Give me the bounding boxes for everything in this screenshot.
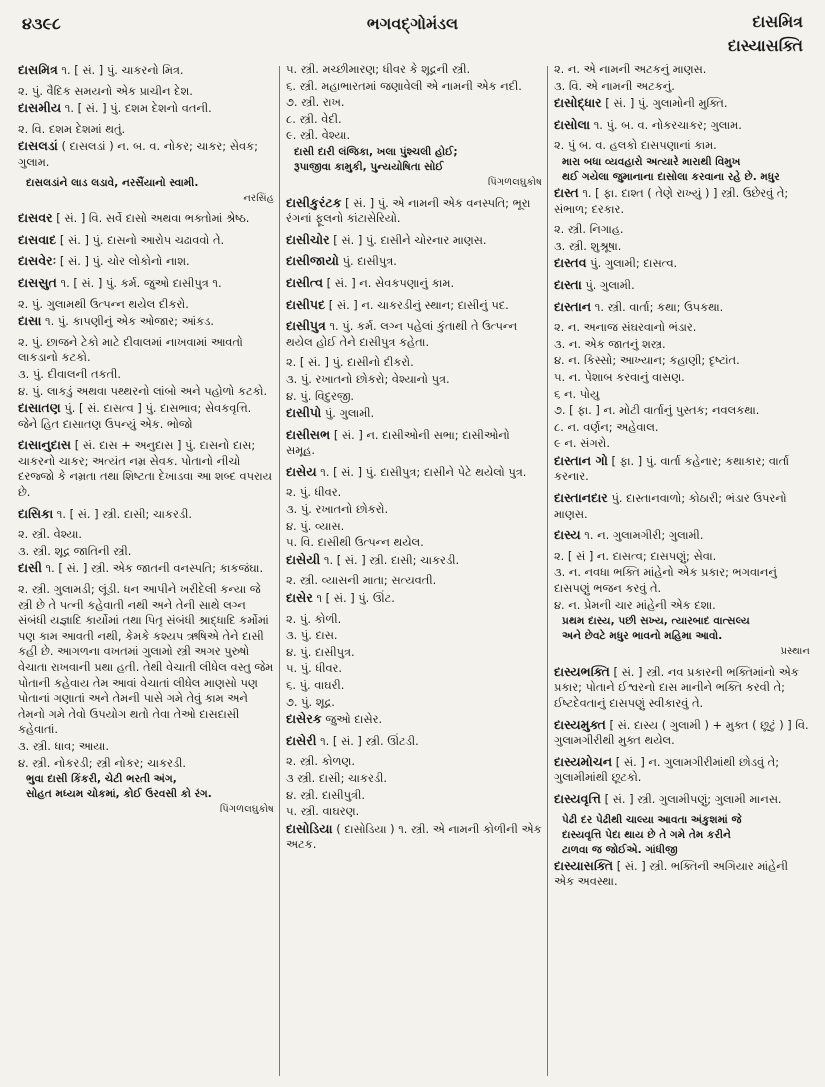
definition: [ સં. ] પું. ગુલામોની મુક્તિ. (601, 96, 728, 111)
definition: પું. ગુલામી. (321, 406, 375, 421)
headword: દાસવર (18, 210, 53, 226)
headword: દાસીત્વ (286, 274, 324, 290)
sense-line: ૨. પું. ગુલામથી ઉત્પન્ન થયેલ દીકરો. (18, 296, 189, 311)
citation-quote: દાસલડાંને લાડ લડાવે, નરસૈંયાનો સ્વામી. (26, 176, 199, 189)
headword: દાસાતણ (18, 400, 61, 416)
headword: દાસ્યાસક્તિ (554, 857, 614, 873)
sense-line: ૨. પું બ. વ. હલકો દાસપણાનાં કામ. (554, 138, 717, 153)
dictionary-entry (18, 560, 274, 577)
dictionary-entry (18, 138, 274, 170)
sense-line: ૨. પું. કોળી. (286, 611, 342, 626)
definition: [ સં. ] સ્ત્રી. ગુલામીપણું; ગુલામી માનસ. (601, 791, 782, 806)
dictionary-entry (554, 527, 810, 544)
citation-source: નરસિંહ (243, 192, 274, 204)
dictionary-entry (554, 277, 810, 294)
definition: ૧. ન. ગુલામગીરી; ગુલામી. (580, 528, 704, 543)
definition: [ સં. દાસ + અનુદાસ ] પું. દાસનો દાસ; ચાકરનો ચાકર; અત્યંત નમ્ર સેવક. પોતાનો નીચો દરજ્જો કે નમ્રતા તથા શિષ્ટતા દેખાડવા આ શબ્દ વપરાય છે. (18, 438, 273, 500)
dictionary-entry (286, 711, 542, 728)
dictionary-entry (286, 552, 542, 569)
dictionary-entry (286, 195, 542, 227)
dictionary-entry (554, 791, 810, 808)
definition: પું. દાસીપુત્ર. (338, 254, 397, 269)
dictionary-entry (286, 405, 542, 422)
dictionary-entry (554, 717, 810, 749)
citation-quote: અને છેવટે મધુર ભાવનો મહિમા આવો. (562, 630, 723, 643)
definition: ૧. [ સં. ] પું. દશમ દેશનો વતની. (61, 101, 212, 116)
definition: ૧. પું. બ. વ. નોકરચાકર; ગુલામ. (590, 117, 742, 132)
headword: દાસેયી (286, 551, 321, 567)
headword: દાસ્યમુક્ત (554, 716, 606, 732)
sense-line: ૮. ન. વર્ણન; અહેવાલ. (554, 419, 659, 434)
sense-line: ૩. પું. રખાતનો છોકરો. (286, 502, 389, 517)
headword: દાસીપુત્ર (286, 318, 326, 334)
definition: [ સં. ] પું. દાસીને ચોરનાર માણસ. (329, 232, 487, 247)
definition: પું. દાસ્તાનવાળો; કોઠારી; ભંડાર ઉપરનો માણસ. (554, 491, 787, 521)
headword: દાસ્ય (554, 527, 581, 543)
sense-line: ૭. [ ફા. ] ન. મોટી વાર્તાનું પુસ્તક; નવલકથા. (554, 403, 760, 418)
definition: ૧. [ ફા. દાશ્ત ( તેણે રાખ્યું ) ] સ્ત્રી. ઉછેરવું તે; સંભાળ; દરકાર. (554, 185, 789, 216)
definition: ૧. પું. કાપણીનું એક ઓજાર; આંકડ. (41, 314, 215, 329)
headword: દાસા (18, 313, 42, 329)
sense-line: ૪. પું. વિદુરજી. (286, 388, 354, 403)
citation-quote: પેઢી દર પેઢીથી ચાલ્યા આવતા અંકુશમાં જે (562, 813, 742, 826)
headword: દાસ્યભક્તિ (554, 663, 610, 679)
sense-line: ૩. સ્ત્રી. શૂદ્ર જાતિની સ્ત્રી. (18, 543, 132, 558)
headword: દાસિકા (18, 505, 54, 521)
page-number: ૪૩૯૮ (22, 14, 61, 33)
dictionary-entry (18, 400, 274, 432)
headword: દાસીકુરંટક (286, 194, 342, 210)
definition: ૧. [ સં. ] સ્ત્રી. દાસી; ચાકરડી. (53, 506, 192, 521)
dictionary-entry (554, 299, 810, 316)
sense-line: ૨. ન. એ નામની અટકનું માણસ. (554, 62, 707, 76)
sense-line: ૫. પું. ધીવર. (286, 661, 343, 676)
headword: દાસ્તાન ગો (554, 452, 608, 468)
sense-line: ૩ સ્ત્રી. દાસી; ચાકરડી. (286, 770, 387, 785)
dictionary-entry (286, 232, 542, 249)
sense-line: ૬ ન. પોયુ (554, 386, 600, 401)
sense-line: ૨. સ્ત્રી. વ્યાસની માતા; સત્યવતી. (286, 573, 437, 588)
sense-line: ૨. ન. અનાજ સંઘરવાનો ભંડાર. (554, 320, 697, 335)
dictionary-entry (554, 255, 810, 272)
dictionary-entry (286, 318, 542, 350)
definition: ૧. [ સં. ] પું. કર્મ. જુઓ દાસીપુત્ર ૧. (56, 275, 222, 290)
definition: ( દાસલડાં ) ન. બ. વ. નોકર; ચાકર; સેવક; ગુલામ. (18, 139, 258, 169)
dictionary-entry (18, 506, 274, 523)
sense-line: ૪. સ્ત્રી. દાસીપુત્રી. (286, 787, 365, 802)
dictionary-entry (554, 95, 810, 112)
citation-quote: પ્રથમ દાસ્ય, પછી સખ્ય, ત્યારબાદ વાત્સલ્ય (562, 615, 750, 628)
headword: દાસમીય (18, 100, 62, 116)
dictionary-entry (286, 590, 542, 607)
headword: દાસીપદ (286, 296, 326, 312)
headword: દાસેર (286, 590, 313, 606)
dictionary-entry (286, 297, 542, 314)
citation-quote: ભુવા દાસી કિંકરી, ચેટી ભરતી અંગ, (26, 773, 177, 786)
dictionary-entry (286, 275, 542, 292)
sense-line: ૬. સ્ત્રી. મહાભારતમાં જણાવેલી એ નામની એક નદી. (286, 78, 522, 93)
definition: ૧. [ સં. ] સ્ત્રી. ઊંટડી. (316, 733, 419, 748)
headword: દાસ્તવ (554, 255, 587, 271)
citation-quote: સોહત મધ્યમ ચોકમાં, કોઈ ઉરવસી કો રંગ. (26, 788, 212, 801)
definition: ૧. [ સં. ] પું. ચાકરનો મિત્ર. (57, 63, 184, 77)
definition: જુઓ દાસેર. (321, 712, 383, 727)
definition: [ સં. ] ન. દાસીઓની સભા; દાસીઓનો સમૂહ. (286, 427, 510, 458)
dictionary-entry (286, 427, 542, 459)
headword: દાસ્તા (554, 276, 582, 292)
dictionary-entry (286, 253, 542, 270)
headword: દાસ્યમોચન (554, 753, 613, 769)
definition: ૧. [ સં. ] સ્ત્રી. દાસી; ચાકરડી. (320, 552, 460, 567)
headword: દાસાનુદાસ (18, 437, 72, 453)
sense-line: ૪. ન. પ્રેમની ચાર માંહેની એક દશા. (554, 597, 716, 612)
definition: [ સં. ] સ્ત્રી. ભક્તિની અગિયાર માંહેની એક અવસ્થા. (554, 858, 789, 889)
sense-line: ૨. પું. છાજને ટેકો માટે દીવાલમાં નાખવામાં આવતો લાકડાનો કટકો. (18, 334, 243, 365)
sense-line: ૨. [ સં. ] પું. દાસીનો દીકરો. (286, 355, 414, 370)
sense-line: ૪. ન. કિસ્સો; આખ્યાન; કહાણી; દૃષ્ટાંત. (554, 353, 740, 368)
guide-word-last: દાસ્યાસક્તિ (727, 36, 803, 55)
dictionary-entry (18, 100, 274, 117)
headword: દાસસુત (18, 274, 57, 290)
headword: દાસલડાં (18, 138, 58, 154)
dictionary-entry (554, 117, 810, 134)
citation-quote: દાસ્યવૃત્તિ પેદા થાય છે તે ગમે તેમ કરીને (562, 828, 731, 841)
dictionary-entry (18, 232, 274, 249)
definition: [ સં. ] ન. સેવકપણાનું કામ. (323, 275, 455, 290)
citation-source: પ્રસ્થાન (780, 646, 810, 658)
definition: [ સં. ] પું. ચોર લોકોનો નાશ. (56, 254, 190, 269)
sense-line: ૩. પું. રખાતનો છોકરો; વેશ્યાનો પુત્ર. (286, 371, 450, 386)
column-divider (279, 66, 280, 1076)
sense-line: ૨. સ્ત્રી. નિગાહ. (554, 222, 624, 237)
headword: દાસીપો (286, 405, 322, 421)
headword: દાસ્યવૃત્તિ (554, 790, 601, 806)
column-divider (547, 66, 548, 1076)
sense-line: ૨. સ્ત્રી. વેશ્યા. (18, 527, 83, 542)
dictionary-entry (554, 490, 810, 522)
definition: ( દાસોડિયા ) ૧. સ્ત્રી. એ નામની કોળીની એક અટક. (286, 821, 542, 852)
definition: ૧. [ સં. ] પું. દાસીપુત્ર; દાસીને પેટે થયેલો પુત્ર. (316, 464, 527, 479)
definition: પું. [ સં. દાસત્વ ] પું. દાસભાવ; સેવકવૃત્તિ. જેને હિત દાસાતણ ઉપન્યું એક. ભોજો (18, 401, 252, 431)
dictionary-entry (286, 733, 542, 750)
headword: દાસવેરઃ (18, 253, 57, 269)
sense-line: ૨. સ્ત્રી. કોળણ. (286, 754, 355, 769)
sense-line: ૯ ન. સંગરો. (554, 436, 610, 451)
citation-source: પિંગળલઘુકોષ (219, 804, 274, 816)
definition: [ સં. ] પું. દાસનો આરોપ ચઢાવવો તે. (56, 232, 225, 247)
sense-line: ૫. સ્ત્રી. મચ્છીમારણ; ધીવર કે શૂદ્રની સ્ત્રી. (286, 62, 471, 76)
sense-line: ૭. સ્ત્રી. રાખ. (286, 95, 345, 110)
sense-line: ૮. સ્ત્રી. વેદી. (286, 111, 342, 126)
sense-line: ૩. પું. દીવાલની તકતી. (18, 366, 121, 381)
sense-line: ૨. પું. ધીવર. (286, 485, 342, 500)
citation-quote: દાસી દારી લંજિકા, ખલા પુંશ્ચલી હોઈ; (294, 145, 458, 158)
headword: દાસેરક (286, 711, 322, 727)
sense-line: ૫. વિ. દાસીથી ઉત્પન્ન થયેલ. (286, 535, 424, 550)
citation-quote: ટાળવા જ જોઈએ. ગાંધીજી (562, 843, 678, 856)
sense-line: ૩. ન. નવધા ભક્તિ માંહેનો એક પ્રકાર; ભગવાનનું દાસપણું ભજન કરવું તે. (554, 565, 777, 596)
dictionary-entry (18, 253, 274, 270)
sense-line: ૯. સ્ત્રી. વેશ્યા. (286, 128, 351, 143)
sense-line: ૨. પું. વૈદિક સમયનો એક પ્રાચીન દેશ. (18, 83, 193, 98)
headword: દાસીસભ (286, 426, 331, 442)
sense-line: ૫. ન. પેશાબ કરવાનું વાસણ. (554, 369, 685, 384)
citation-quote: થઈ ગયેલા જુમાનાના દાસોલા કરવાના રહે છે. મધુર (562, 170, 780, 183)
headword: દાસોડિયા (286, 820, 333, 836)
sense-line: ૩. ન. એક જાતનું શસ્ત્ર. (554, 336, 666, 351)
definition: [ સં. દાસ્ય ( ગુલામી ) + મુક્ત ( છૂટું ) ] વિ. ગુલામગીરીથી મુક્ત થયેલ. (554, 717, 809, 748)
definition: પું. ગુલામી; દાસત્વ. (586, 256, 678, 271)
headword: દાસોલા (554, 116, 591, 132)
headword: દાસી (18, 560, 42, 576)
definition: [ સં. ] સ્ત્રી. નવ પ્રકારની ભક્તિમાંનો એક પ્રકાર; પોતાને ઈશ્વરનો દાસ માનીને ભક્તિ કરવી તે; ઈષ્ટદેવતાનું દાસપણું સ્વીકારવું તે. (554, 664, 799, 710)
definition: પું. ગુલામી. (581, 277, 635, 292)
guide-word-first: દાસમિત્ર (752, 12, 803, 31)
sense-line: ૭. પું. શૂદ્ર. (286, 694, 335, 709)
dictionary-entry (18, 437, 274, 500)
sense-line: ૪. પું. લાકડું અથવા પથ્થરનો લાંબો અને પહોળો કટકો. (18, 383, 268, 398)
headword: દાસમિત્ર (18, 62, 58, 77)
dictionary-entry (554, 664, 810, 712)
dictionary-entry (554, 754, 810, 786)
dictionary-entry (18, 210, 274, 227)
definition: [ સં. ] વિ. સર્વે દાસો અથવા ભક્તોમાં શ્રેષ્ઠ. (52, 211, 250, 226)
headword: દાસીજાયો (286, 253, 339, 269)
column-2 (286, 62, 542, 1080)
headword: દાસ્તાનદાર (554, 490, 608, 506)
definition: ૧. સ્ત્રી. વાર્તા; કથા; ઉપકથા. (591, 299, 724, 314)
sense-line: ૩. સ્ત્રી. ધાવ; આયા. (18, 738, 109, 753)
sense-line: ૩. વિ. એ નામની અટકનું. (554, 78, 675, 93)
sense-line: ૨. [ સં ] ન. દાસત્વ; દાસપણું; સેવા. (554, 548, 717, 563)
column-3 (554, 62, 810, 1080)
headword: દાસેરી (286, 732, 317, 748)
dictionary-entry (554, 453, 810, 485)
sense-line: ૨. વિ. દશમ દેશમાં થતું. (18, 121, 126, 136)
sense-line: ૪. પું. વ્યાસ. (286, 518, 345, 533)
definition: ૧. [ સં. ] સ્ત્રી. એક જાતની વનસ્પતિ; કાકજંઘા. (41, 561, 264, 576)
sense-line: ૪. પું. દાસીપુત્ર. (286, 644, 355, 659)
dictionary-entry (554, 185, 810, 217)
definition: [ ફા. ] પું. વાર્તા કહેનાર; કથાકાર; વાર્તા કરનાર. (554, 453, 790, 484)
dictionary-entry (286, 464, 542, 481)
headword: દાસવાદ (18, 231, 57, 247)
dictionary-columns (14, 62, 811, 1080)
citation-quote: રૂપાજીવા કામુકી, પુન્યયોષિતા સોઈ (294, 160, 444, 173)
sense-line: ૩. સ્ત્રી. શુશ્રૂષા. (554, 238, 622, 253)
citation-source: પિંગળલઘુકોષ (487, 176, 542, 188)
headword: દાસેય (286, 463, 317, 479)
sense-line: ૩. પું. દાસ. (286, 628, 338, 643)
column-1 (18, 62, 274, 1080)
headword: દાસ્ત (554, 184, 579, 200)
dictionary-entry (18, 275, 274, 292)
dictionary-entry (554, 858, 810, 890)
page-header (0, 0, 825, 58)
sense-line: ૪. સ્ત્રી. નોકરડી; સ્ત્રી નોકર; ચાકરડી. (18, 755, 187, 770)
sense-line: ૨. સ્ત્રી. ગુલામડી; લૂંડી. ધન આપીને ખરીદેલી કન્યા જે સ્ત્રી છે તે પત્ની કહેવાતી નથી અને તેની સાથે લગ્ન સંબંધી યજ્ઞાદિ કાર્યોમાં તથા પિતૃ સંબંધી શ્રાદ્ધાદિ કર્મોમાં પણ કામ આવતી નથી, કેમકે કશ્યપ ઋષિએ તેને દાસી કહી છે. આગળના વખતમાં ગુલામો સ્ત્રી અગર પુરુષો વેચાતા રાખવાની પ્રથા હતી. તેથી વેચાતી લીધેલ વસ્તુ જેમ પોતાની કહેવાય તેમ આવાં વેચાતાં લીધેલ માણસો પણ પોતાનાં ગણાતાં અને તેમની પાસે ગમે તેવું કામ અને તેમનો ગમે તેવો ઉપયોગ થતો તેવા તેઓ દાસદાસી કહેવાતાં. (18, 582, 274, 737)
dictionary-entry (18, 313, 274, 330)
definition: ૧ [ સં. ] પું. ઊંટ. (312, 591, 395, 606)
definition: ૧. પું. કર્મ. લગ્ન પહેલાં કુંતાથી તે ઉત્પન્ન થયેલ હોઈ તેને દાસીપુત્ર કહેતા. (286, 319, 518, 349)
sense-line: ૫. સ્ત્રી. વાઘરણ. (286, 804, 360, 819)
headword: દાસ્તાન (554, 298, 592, 314)
citation-quote: મારા બધા વ્યવહારો અત્યારે મારાથી વિમુખ (562, 155, 741, 168)
headword: દાસીચોર (286, 231, 330, 247)
headword: દાસોદ્ધાર (554, 95, 602, 111)
definition: [ સં. ] ન. ગુલામગીરીમાંથી છોડવું તે; ગુલામીમાંથી છૂટકો. (554, 754, 780, 785)
sense-line: ૬. પું. વાઘરી. (286, 678, 345, 692)
dictionary-entry (286, 821, 542, 853)
dictionary-entry (18, 62, 274, 79)
page-title: ભગવદ્ગોમંડલ (366, 14, 459, 33)
definition: [ સં. ] ન. ચાકરડીનું સ્થાન; દાસીનું પદ. (325, 297, 509, 312)
definition: [ સં. ] પું. એ નામની એક વનસ્પતિ; ભૂરા રંગનાં ફૂલનો કાંટાસેરિયો. (286, 195, 531, 226)
